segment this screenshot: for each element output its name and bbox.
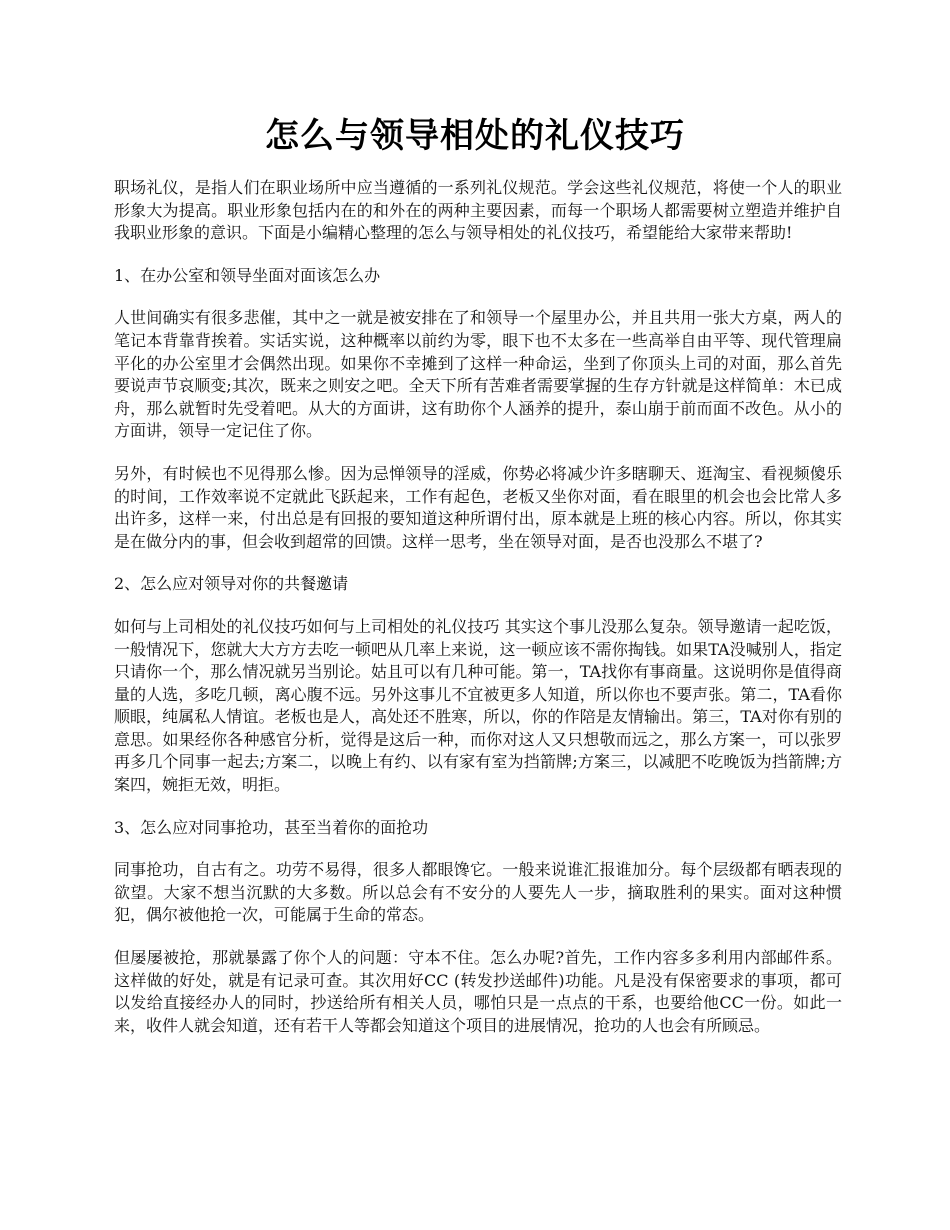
section-heading: 1、在办公室和领导坐面对面该怎么办 [114, 265, 381, 285]
intro-paragraph: 职场礼仪，是指人们在职业场所中应当遵循的一系列礼仪规范。学会这些礼仪规范，将使一个人的职业形象大为提高。职业形象包括内在的和外在的两种主要因素，而每一个职场人都需要树立塑造并维护自我职业形象的意识。下面是小编精心整理的怎么与领导相处的礼仪技巧，希望能给大家带来帮助! [114, 178, 842, 243]
section-paragraph: 人世间确实有很多悲催，其中之一就是被安排在了和领导一个屋里办公，并且共用一张大方桌，两人的笔记本背靠背挨着。实话实说，这种概率以前约为零，眼下也不太多在一些高举自由平等、现代管理扁平化的办公室里才会偶然出现。如果你不幸摊到了这样一种命运，坐到了你顶头上司的对面，那么首先要说声节哀顺变;其次，既来之则安之吧。全天下所有苦难者需要掌握的生存方针就是这样简单：木已成舟，那么就暂时先受着吧。从大的方面讲，这有助你个人涵养的提升，泰山崩于前而面不改色。从小的方面讲，领导一定记住了你。 [114, 308, 842, 441]
document-body [114, 177, 842, 1057]
page-title: 怎么与领导相处的礼仪技巧 [265, 116, 685, 156]
section-heading: 3、怎么应对同事抢功，甚至当着你的面抢功 [114, 817, 429, 837]
section-paragraph: 如何与上司相处的礼仪技巧如何与上司相处的礼仪技巧 其实这个事儿没那么复杂。领导邀请一起吃饭，一般情况下，您就大大方方去吃一顿吧从几率上来说，这一顿应该不需你掏钱。如果TA没喊别人，指定只请你一个，那么情况就另当别论。姑且可以有几种可能。第一，TA找你有事商量。这说明你是值得商量的人选，多吃几顿，离心腹不远。另外这事儿不宜被更多人知道，所以你也不要声张。第二，TA看你顺眼，纯属私人情谊。老板也是人，高处还不胜寒，所以，你的作陪是友情输出。第三，TA对你有别的意思。如果经你各种感官分析，觉得是这后一种，而你对这人又只想敬而远之，那么方案一，可以张罗再多几个同事一起去;方案二，以晚上有约、以有家有室为挡箭牌;方案三，以减肥不吃晚饭为挡箭牌;方案四，婉拒无效，明拒。 [114, 616, 842, 795]
section-heading: 2、怎么应对领导对你的共餐邀请 [114, 574, 349, 594]
section-paragraph: 另外，有时候也不见得那么惨。因为忌惮领导的淫威，你势必将减少许多瞎聊天、逛淘宝、看视频傻乐的时间，工作效率说不定就此飞跃起来，工作有起色，老板又坐你对面，看在眼里的机会也会比常人多出许多，这样一来，付出总是有回报的要知道这种所谓付出，原本就是上班的核心内容。所以，你其实是在做分内的事，但会收到超常的回馈。这样一思考，坐在领导对面，是否也没那么不堪了? [114, 463, 842, 551]
section-paragraph: 但屡屡被抢，那就暴露了你个人的问题：守本不住。怎么办呢?首先，工作内容多多利用内部邮件系。这样做的好处，就是有记录可查。其次用好CC (转发抄送邮件)功能。凡是没有保密要求的事项，都可以发给直接经办人的同时，抄送给所有相关人员，哪怕只是一点点的干系，也要给他CC一份。如此一来，收件人就会知道，还有若干人等都会知道这个项目的进展情况，抢功的人也会有所顾忌。 [114, 948, 842, 1035]
section-paragraph: 同事抢功，自古有之。功劳不易得，很多人都眼馋它。一般来说谁汇报谁加分。每个层级都有晒表现的欲望。大家不想当沉默的大多数。所以总会有不安分的人要先人一步，摘取胜利的果实。面对这种惯犯，偶尔被他抢一次，可能属于生命的常态。 [114, 860, 842, 925]
